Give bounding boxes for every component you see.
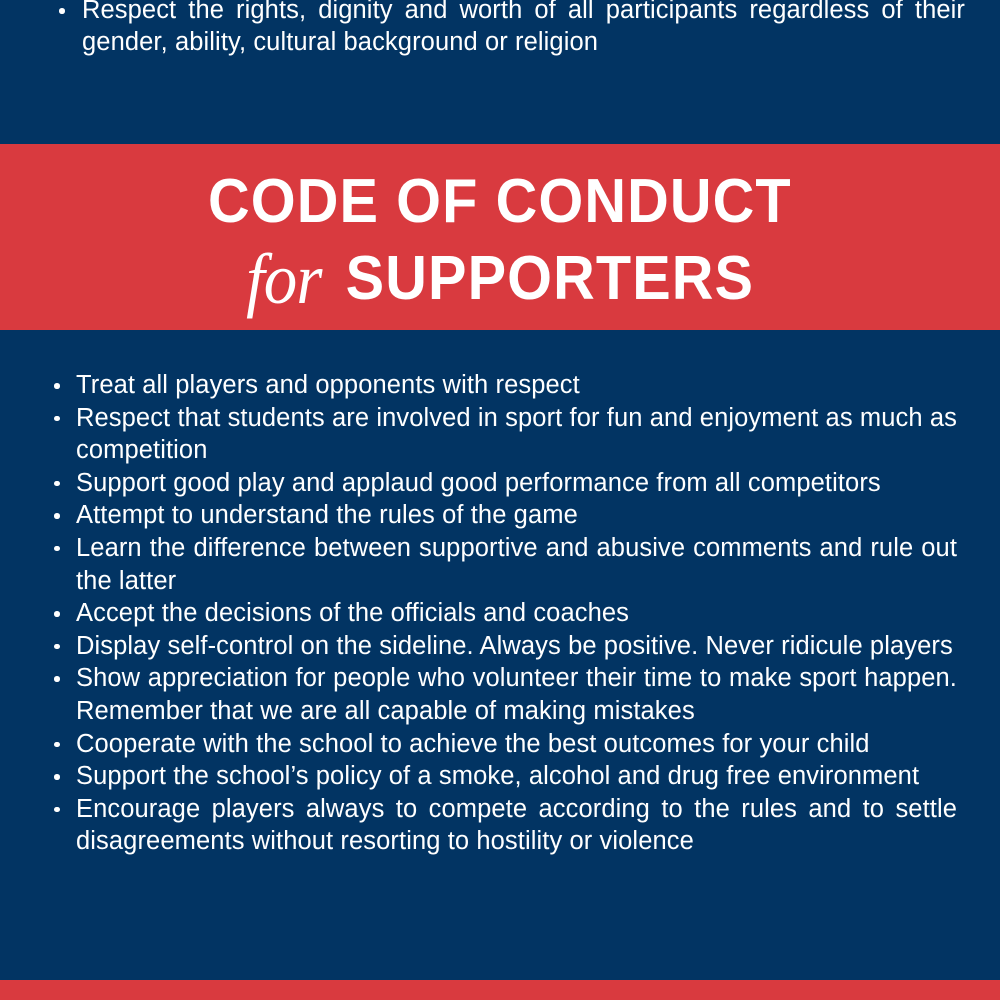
list-item-text: Respect that students are involved in sport for fun and enjoyment as much as competition — [76, 403, 957, 465]
list-item — [49, 728, 957, 761]
list-item-text: Support the school’s policy of a smoke, alcohol and drug free environment — [76, 762, 920, 791]
banner-title-line2 — [245, 238, 754, 319]
list-item — [49, 760, 957, 793]
list-item-text: Display self-control on the sideline. Always be positive. Never ridicule players — [76, 631, 953, 660]
list-item-text: Learn the difference between supportive and abusive comments and rule out the latter — [76, 533, 957, 595]
list-item-text: Respect the rights, dignity and worth of all participants regardless of their gender, ability, cultural background or religion — [82, 0, 965, 57]
list-item-text: Treat all players and opponents with respect — [76, 371, 580, 399]
list-item-text: Attempt to understand the rules of the game — [76, 501, 578, 530]
list-item — [49, 369, 957, 402]
list-item — [49, 467, 957, 500]
list-item — [55, 0, 965, 59]
body-bullet-list-wrapper — [49, 369, 957, 858]
list-item-text: Encourage players always to compete according to the rules and to settle disagreements without resorting to hostility or violence — [76, 794, 957, 856]
top-continuation-section — [0, 0, 1000, 144]
list-item-text: Show appreciation for people who volunteer their time to make sport happen. Remember that we are all capable of making mistakes — [76, 664, 957, 725]
title-banner — [0, 144, 1000, 330]
list-item — [49, 499, 957, 532]
list-item — [49, 532, 957, 597]
list-item-text: Cooperate with the school to achieve the best outcomes for your child — [76, 729, 870, 758]
footer-accent-strip — [0, 980, 1000, 1000]
supporters-conduct-section — [0, 330, 1000, 980]
list-item — [49, 793, 957, 858]
list-item — [49, 597, 957, 630]
list-item-text: Support good play and applaud good performance from all competitors — [76, 468, 881, 497]
list-item-text: Accept the decisions of the officials and coaches — [76, 599, 630, 628]
banner-title-supporters: SUPPORTERS — [345, 243, 754, 313]
body-bullet-list — [49, 369, 957, 858]
top-bullet-list — [55, 0, 965, 59]
list-item — [49, 630, 957, 663]
banner-script-for: for — [245, 238, 322, 319]
banner-title-line1: CODE OF CONDUCT — [208, 166, 792, 236]
top-bullet-list-wrapper — [55, 0, 965, 59]
list-item — [49, 402, 957, 467]
list-item — [49, 662, 957, 727]
